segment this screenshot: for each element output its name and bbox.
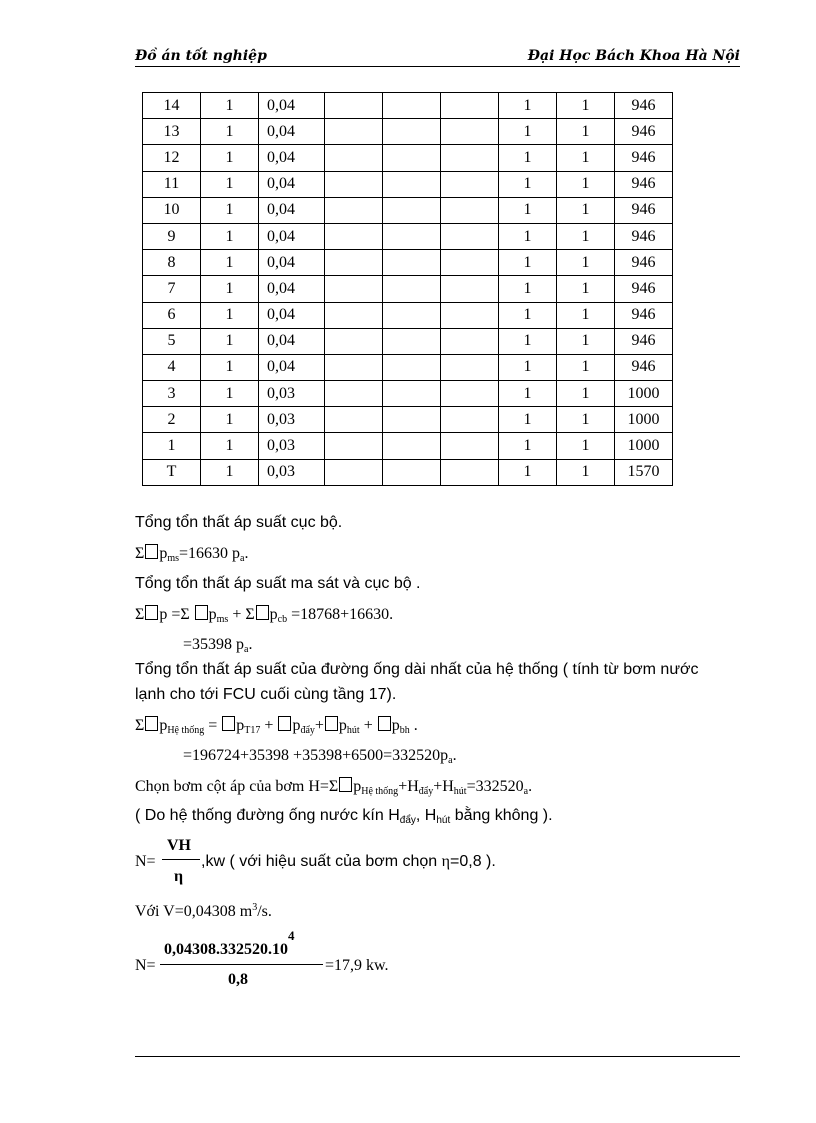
line-pump-head: Chọn bơm cột áp của bơm H=Σ $p_{Hệ thống}+H_{đẩy}+H_{hút}=332520_a$.: [135, 778, 533, 797]
delta-box-icon: [145, 716, 158, 731]
table-cell: [441, 407, 499, 433]
table-row: [143, 433, 673, 459]
table-cell: 1000: [615, 381, 673, 407]
table-cell: 1: [499, 354, 557, 380]
line-closed-system-note: ( Do hệ thống đường ống nước kín $H_{đẩy}$, $H_{hút}$ bằng không ).: [135, 807, 553, 826]
table-cell: [441, 171, 499, 197]
line-friction-local-title: Tổng tổn thất áp suất ma sát và cục bộ .: [135, 575, 421, 592]
table-cell: [383, 407, 441, 433]
table-cell: [441, 197, 499, 223]
delta-box-icon: [339, 777, 352, 792]
table-cell: 1: [557, 459, 615, 485]
table-cell: 4: [143, 354, 201, 380]
table-row: [143, 407, 673, 433]
table-cell: 3: [143, 381, 201, 407]
table-row: [143, 276, 673, 302]
table-cell: [441, 276, 499, 302]
line-total-result: =35398 $p_a$.: [183, 636, 253, 655]
table-cell: [383, 145, 441, 171]
table-cell: 1: [201, 276, 259, 302]
table-row: [143, 302, 673, 328]
table-cell: 7: [143, 276, 201, 302]
table-cell: 1: [499, 433, 557, 459]
table-cell: 1: [557, 145, 615, 171]
table-cell: [325, 145, 383, 171]
table-row: [143, 250, 673, 276]
table-cell: 1: [499, 250, 557, 276]
delta-box-icon: [222, 716, 235, 731]
table-cell: 1: [201, 93, 259, 119]
table-cell: 1: [201, 197, 259, 223]
table-cell: 1: [201, 223, 259, 249]
table-cell: 1000: [615, 407, 673, 433]
table-cell: 6: [143, 302, 201, 328]
table-cell: 1: [201, 433, 259, 459]
table-cell: [441, 328, 499, 354]
table-cell: 9: [143, 223, 201, 249]
fraction-numerator: VH: [167, 837, 191, 854]
table-cell: 1: [201, 171, 259, 197]
table-cell: 0,03: [259, 381, 325, 407]
table-cell: [325, 197, 383, 223]
line-system-result: $=196724+35398 +35398+6500=332520p_a$.: [183, 747, 457, 766]
table-cell: [325, 119, 383, 145]
table-row: [143, 171, 673, 197]
table-cell: 946: [615, 276, 673, 302]
pressure-loss-table: [142, 92, 673, 486]
table-cell: 0,04: [259, 93, 325, 119]
table-cell: [325, 381, 383, 407]
page-header: [135, 48, 740, 67]
table-cell: [325, 328, 383, 354]
table-cell: [441, 354, 499, 380]
table-cell: 1570: [615, 459, 673, 485]
table-cell: [383, 302, 441, 328]
table-cell: [383, 354, 441, 380]
table-cell: 1: [201, 328, 259, 354]
table-cell: 1: [201, 407, 259, 433]
table-cell: 1: [499, 119, 557, 145]
table-cell: 946: [615, 328, 673, 354]
table-cell: 1: [499, 145, 557, 171]
table-cell: [325, 93, 383, 119]
table-cell: [325, 223, 383, 249]
table-cell: 12: [143, 145, 201, 171]
table-cell: 1: [557, 302, 615, 328]
table-cell: 1: [499, 223, 557, 249]
table-cell: 1: [201, 250, 259, 276]
delta-box-icon: [145, 605, 158, 620]
table-cell: [383, 223, 441, 249]
table-cell: 1: [201, 302, 259, 328]
table-cell: [441, 459, 499, 485]
table-cell: 0,04: [259, 145, 325, 171]
table-cell: 1: [201, 145, 259, 171]
formula-power-note: ,kw ( với hiệu suất của bơm chọn η=0,8 ).: [201, 853, 496, 870]
table-cell: [441, 145, 499, 171]
table-cell: 1: [557, 171, 615, 197]
table-cell: 0,04: [259, 223, 325, 249]
table-cell: 8: [143, 250, 201, 276]
table-row: [143, 93, 673, 119]
table-row: [143, 223, 673, 249]
line-local-loss-title: Tổng tổn thất áp suất cục bộ.: [135, 514, 343, 531]
table-cell: 946: [615, 223, 673, 249]
fraction-bar: [160, 964, 323, 965]
table-cell: 946: [615, 302, 673, 328]
formula-power-label: N=: [135, 853, 156, 870]
table-cell: 1: [557, 433, 615, 459]
table-cell: 0,04: [259, 119, 325, 145]
table-cell: 1: [201, 119, 259, 145]
table-cell: 0,04: [259, 302, 325, 328]
table-cell: 0,04: [259, 250, 325, 276]
table-cell: [441, 302, 499, 328]
table-cell: 10: [143, 197, 201, 223]
table-cell: 946: [615, 93, 673, 119]
table-cell: 1000: [615, 433, 673, 459]
formula-result-label: N=: [135, 957, 156, 974]
table-cell: [441, 250, 499, 276]
footer-divider: [135, 1056, 740, 1057]
delta-box-icon: [256, 605, 269, 620]
table-cell: 0,04: [259, 328, 325, 354]
header-right-title: Đại Học Bách Khoa Hà Nội: [527, 48, 740, 64]
table-cell: 14: [143, 93, 201, 119]
table-cell: 1: [557, 276, 615, 302]
table-cell: 0,04: [259, 354, 325, 380]
table-cell: [325, 171, 383, 197]
table-cell: 0,03: [259, 407, 325, 433]
header-left-title: Đồ án tốt nghiệp: [135, 48, 267, 64]
line-system-loss-cont: lạnh cho tới FCU cuối cùng tầng 17).: [135, 686, 397, 703]
table-cell: [383, 250, 441, 276]
delta-box-icon: [325, 716, 338, 731]
table-cell: 1: [201, 354, 259, 380]
table-cell: 1: [557, 223, 615, 249]
table-cell: 1: [557, 119, 615, 145]
table-cell: 0,04: [259, 276, 325, 302]
line-sum-total: Σ p =Σ $p_{ms} + \Sigma$ $p_{cb} =18768+16630$.: [135, 606, 394, 625]
sigma-symbol: Σ: [135, 545, 145, 562]
table-cell: [325, 354, 383, 380]
delta-box-icon: [278, 716, 291, 731]
table-cell: 1: [499, 459, 557, 485]
table-cell: 1: [499, 302, 557, 328]
table-cell: [441, 119, 499, 145]
table-row: [143, 145, 673, 171]
table-cell: 946: [615, 171, 673, 197]
table-cell: [383, 171, 441, 197]
table-cell: 1: [557, 93, 615, 119]
table-row: [143, 197, 673, 223]
table-cell: 1: [499, 171, 557, 197]
table-cell: 1: [499, 381, 557, 407]
table-cell: 1: [557, 354, 615, 380]
fraction-numerator: 0,04308.332520.10$^4$: [164, 928, 295, 958]
table-cell: 2: [143, 407, 201, 433]
fraction-denominator: η: [174, 868, 184, 885]
table-cell: [441, 223, 499, 249]
fraction-denominator: 0,8: [228, 971, 248, 988]
table-cell: [383, 276, 441, 302]
table-cell: 1: [557, 328, 615, 354]
table-cell: [325, 407, 383, 433]
table-cell: 5: [143, 328, 201, 354]
table-cell: 1: [499, 93, 557, 119]
table-cell: [383, 433, 441, 459]
table-cell: 946: [615, 250, 673, 276]
table-cell: [441, 381, 499, 407]
table-cell: 13: [143, 119, 201, 145]
table-cell: 1: [143, 433, 201, 459]
table-row: [143, 381, 673, 407]
table-cell: 1: [201, 459, 259, 485]
table-cell: 0,04: [259, 197, 325, 223]
line-flow-rate: Với V=0,04308 $m^3/s$.: [135, 902, 272, 920]
table-cell: [325, 276, 383, 302]
table-cell: [383, 197, 441, 223]
table-cell: 0,04: [259, 171, 325, 197]
table-cell: [383, 93, 441, 119]
table-cell: [325, 459, 383, 485]
table-cell: 1: [499, 328, 557, 354]
line-sum-pms: Σ $p_{ms}=16630$ $p_a$.: [135, 545, 249, 564]
table-cell: 1: [557, 250, 615, 276]
table-row: [143, 119, 673, 145]
delta-box-icon: [145, 544, 158, 559]
table-cell: [441, 433, 499, 459]
table-cell: 946: [615, 145, 673, 171]
table-cell: 1: [499, 276, 557, 302]
table-row: [143, 328, 673, 354]
formula-result-value: =17,9 kw.: [325, 957, 389, 974]
table-cell: [383, 328, 441, 354]
delta-box-icon: [195, 605, 208, 620]
table-cell: 11: [143, 171, 201, 197]
table-row: [143, 459, 673, 485]
line-system-sum: Σ $p_{Hệ thống} = p_{T17} + p_{đẩy}+ p_{hút} + p_{bh}$ .: [135, 717, 418, 736]
table-cell: 1: [557, 381, 615, 407]
table-cell: 1: [557, 197, 615, 223]
table-cell: [383, 459, 441, 485]
fraction-bar: [162, 859, 200, 860]
table-cell: [325, 302, 383, 328]
table-cell: 1: [499, 197, 557, 223]
table-cell: 946: [615, 119, 673, 145]
table-cell: [441, 93, 499, 119]
table-cell: 0,03: [259, 459, 325, 485]
table-cell: 1: [557, 407, 615, 433]
table-cell: 0,03: [259, 433, 325, 459]
table-cell: 946: [615, 197, 673, 223]
table-cell: [325, 250, 383, 276]
table-cell: 1: [499, 407, 557, 433]
delta-box-icon: [378, 716, 391, 731]
table-cell: [383, 381, 441, 407]
table-cell: 946: [615, 354, 673, 380]
table-row: [143, 354, 673, 380]
table-cell: 1: [201, 381, 259, 407]
line-system-loss-title: Tổng tổn thất áp suất của đường ống dài nhất của hệ thống ( tính từ bơm nước: [135, 661, 699, 678]
table-cell: [325, 433, 383, 459]
table-cell: [383, 119, 441, 145]
table-cell: T: [143, 459, 201, 485]
